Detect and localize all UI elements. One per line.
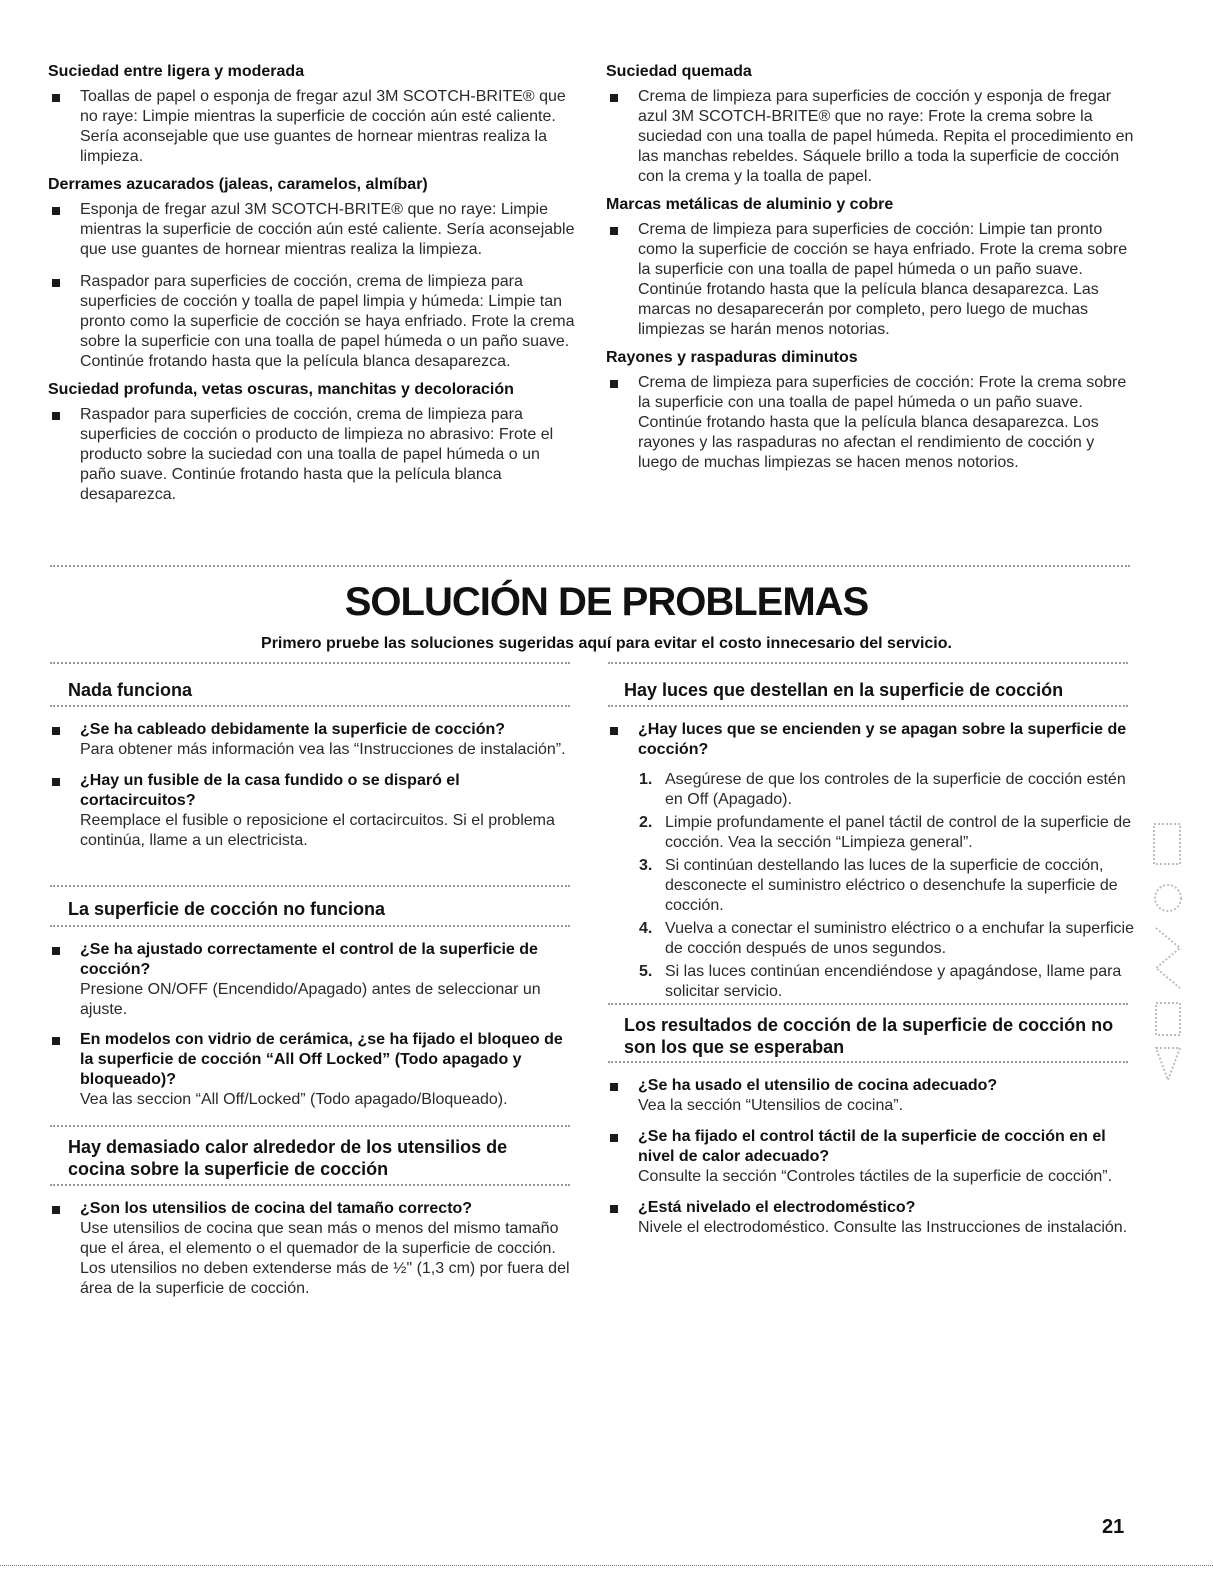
page-subtitle: Primero pruebe las soluciones sugeridas aquí para evitar el costo innecesario del servicio.	[261, 635, 952, 652]
answer-text: Vea la sección “Utensilios de cocina”.	[638, 1097, 904, 1114]
question-item	[48, 1030, 578, 1110]
answer-text: Nivele el electrodoméstico. Consulte las Instrucciones de instalación.	[638, 1219, 1128, 1236]
care-bullet: Raspador para superficies de cocción, crema de limpieza para superficies de cocción o producto de limpieza no abrasivo: Frote el producto sobre la suciedad con una toalla de papel húmeda o un paño suave. Continúe frotando hasta que la película blanca desaparezca.	[48, 405, 578, 505]
care-bullet: Raspador para superficies de cocción, crema de limpieza para superficies de cocción y toalla de papel limpia y húmeda: Limpie tan pronto como la superficie de cocción se haya enfriado. Frote la crema sobre la superficie con una toalla de papel húmeda o un paño suave. Continúe frotando hasta que la película blanca desaparezca.	[48, 272, 578, 372]
question-item	[48, 720, 578, 760]
care-heading-burned-soil: Suciedad quemada	[606, 63, 752, 80]
question-text: ¿Se ha cableado debidamente la superficie de cocción?	[80, 721, 506, 738]
box-rule	[608, 1003, 1128, 1005]
question-text: ¿Son los utensilios de cocina del tamaño correcto?	[80, 1200, 473, 1217]
box-rule	[50, 705, 570, 707]
care-left-column	[48, 62, 578, 513]
scan-watermark-graphic	[1150, 818, 1188, 1088]
care-bullet: Crema de limpieza para superficies de cocción: Limpie tan pronto como la superficie de cocción se haya enfriado. Frote la crema sobre la superficie con una toalla de papel húmeda o un paño suave. Continúe frotando hasta que la película blanca desaparezca. Las marcas no desaparecerán por completo, pero luego de muchas limpiezas se harán menos notorias.	[606, 220, 1136, 340]
question-item	[606, 720, 1136, 760]
question-text: ¿Se ha fijado el control táctil de la superficie de cocción en el nivel de calor adecuado?	[638, 1128, 1106, 1165]
page-number: 21	[1102, 1516, 1125, 1538]
page-title: SOLUCIÓN DE PROBLEMAS	[344, 580, 869, 624]
box-heading-cooktop-not-working: La superficie de cocción no funciona	[68, 899, 386, 919]
care-bullet: Toallas de papel o esponja de fregar azul 3M SCOTCH-BRITE® que no raye: Limpie mientras la superficie de cocción aún esté caliente. Sería aconsejable que use guantes de hornear mientras realiza la limpieza.	[48, 87, 578, 167]
question-text: ¿Hay un fusible de la casa fundido o se disparó el cortacircuitos?	[80, 772, 460, 809]
question-text: ¿Se ha ajustado correctamente el control de la superficie de cocción?	[80, 941, 538, 978]
step-item: Vuelva a conectar el suministro eléctrico o a enchufar la superficie de cocción después de unos segundos.	[665, 920, 1134, 957]
care-heading-metal-marks: Marcas metálicas de aluminio y cobre	[606, 196, 894, 213]
steps-list	[606, 770, 1136, 1002]
flashing-lights-list	[606, 720, 1136, 1005]
step-item: Asegúrese de que los controles de la superficie de cocción estén en Off (Apagado).	[665, 771, 1126, 808]
box-heading-nothing-works: Nada funciona	[68, 680, 193, 700]
answer-text: Use utensilios de cocina que sean más o menos del mismo tamaño que el área, el elemento o el quemador de la superficie de cocción. Los utensilios no deben extenderse más de ½" (1,3 cm) por fuera del área de la superficie de cocción.	[80, 1220, 570, 1297]
step-item: Si las luces continúan encendiéndose y apagándose, llame para solicitar servicio.	[665, 963, 1122, 1000]
unexpected-results-list	[606, 1076, 1136, 1246]
answer-text: Reemplace el fusible o reposicione el cortacircuitos. Si el problema continúa, llame a un electricista.	[80, 812, 555, 849]
too-much-heat-list	[48, 1199, 578, 1307]
question-text: ¿Hay luces que se encienden y se apagan sobre la superficie de cocción?	[638, 721, 1127, 758]
box-rule	[50, 1125, 570, 1127]
nothing-works-list	[48, 720, 578, 859]
question-item	[48, 771, 578, 851]
step-item: Limpie profundamente el panel táctil de control de la superficie de cocción. Vea la sección “Limpieza general”.	[665, 814, 1132, 851]
question-item	[606, 1127, 1136, 1187]
care-right-column	[606, 62, 1136, 481]
answer-text: Vea las seccion “All Off/Locked” (Todo apagado/Bloqueado).	[80, 1091, 508, 1108]
care-bullet: Crema de limpieza para superficies de cocción: Frote la crema sobre la superficie con una toalla de papel húmeda o un paño suave. Continúe frotando hasta que la película blanca desaparezca. Los rayones y las raspaduras no afectan el rendimiento de cocción y luego de muchas limpiezas se hacen menos notorios.	[606, 373, 1136, 473]
box-rule	[50, 662, 570, 664]
question-text: En modelos con vidrio de cerámica, ¿se ha fijado el bloqueo de la superficie de cocción “All Off Locked” (Todo apagado y bloqueado)?	[80, 1031, 563, 1088]
cooktop-not-working-list	[48, 940, 578, 1118]
box-heading-too-much-heat: Hay demasiado calor alrededor de los utensilios de cocina sobre la superficie de cocción	[68, 1137, 508, 1179]
box-rule	[50, 925, 570, 927]
question-text: ¿Se ha usado el utensilio de cocina adecuado?	[638, 1077, 998, 1094]
box-rule	[608, 705, 1128, 707]
question-item	[48, 1199, 578, 1299]
bottom-rule	[0, 1565, 1213, 1566]
question-item	[606, 1198, 1136, 1238]
care-heading-light-soil: Suciedad entre ligera y moderada	[48, 63, 305, 80]
care-heading-heavy-soil: Suciedad profunda, vetas oscuras, manchitas y decoloración	[48, 381, 514, 398]
care-heading-scratches: Rayones y raspaduras diminutos	[606, 349, 858, 366]
answer-text: Presione ON/OFF (Encendido/Apagado) antes de seleccionar un ajuste.	[80, 981, 541, 1018]
question-text: ¿Está nivelado el electrodoméstico?	[638, 1199, 916, 1216]
answer-text: Para obtener más información vea las “Instrucciones de instalación”.	[80, 741, 566, 758]
question-item	[606, 1076, 1136, 1116]
answer-text: Consulte la sección “Controles táctiles de la superficie de cocción”.	[638, 1168, 1113, 1185]
box-heading-flashing-lights: Hay luces que destellan en la superficie de cocción	[624, 680, 1064, 700]
step-item: Si continúan destellando las luces de la superficie de cocción, desconecte el suministro eléctrico o desenchufe la superficie de cocción.	[665, 857, 1118, 914]
box-rule	[608, 662, 1128, 664]
question-item	[48, 940, 578, 1020]
box-heading-unexpected-results: Los resultados de cocción de la superficie de cocción no son los que se esperaban	[624, 1015, 1114, 1057]
care-bullet: Esponja de fregar azul 3M SCOTCH-BRITE® que no raye: Limpie mientras la superficie de cocción aún esté caliente. Sería aconsejable que use guantes de hornear mientras realiza la limpieza.	[48, 200, 578, 260]
box-rule	[50, 1184, 570, 1186]
box-rule	[50, 885, 570, 887]
care-bullet: Crema de limpieza para superficies de cocción y esponja de fregar azul 3M SCOTCH-BRITE® que no raye: Frote la crema sobre la suciedad con una toalla de papel húmeda. Repita el procedimiento en las manchas rebeldes. Sáquele brillo a toda la superficie de cocción con la crema y la toalla de papel.	[606, 87, 1136, 187]
care-heading-sugary-spills: Derrames azucarados (jaleas, caramelos, almíbar)	[48, 176, 428, 193]
box-rule	[608, 1061, 1128, 1063]
section-divider	[50, 565, 1130, 567]
